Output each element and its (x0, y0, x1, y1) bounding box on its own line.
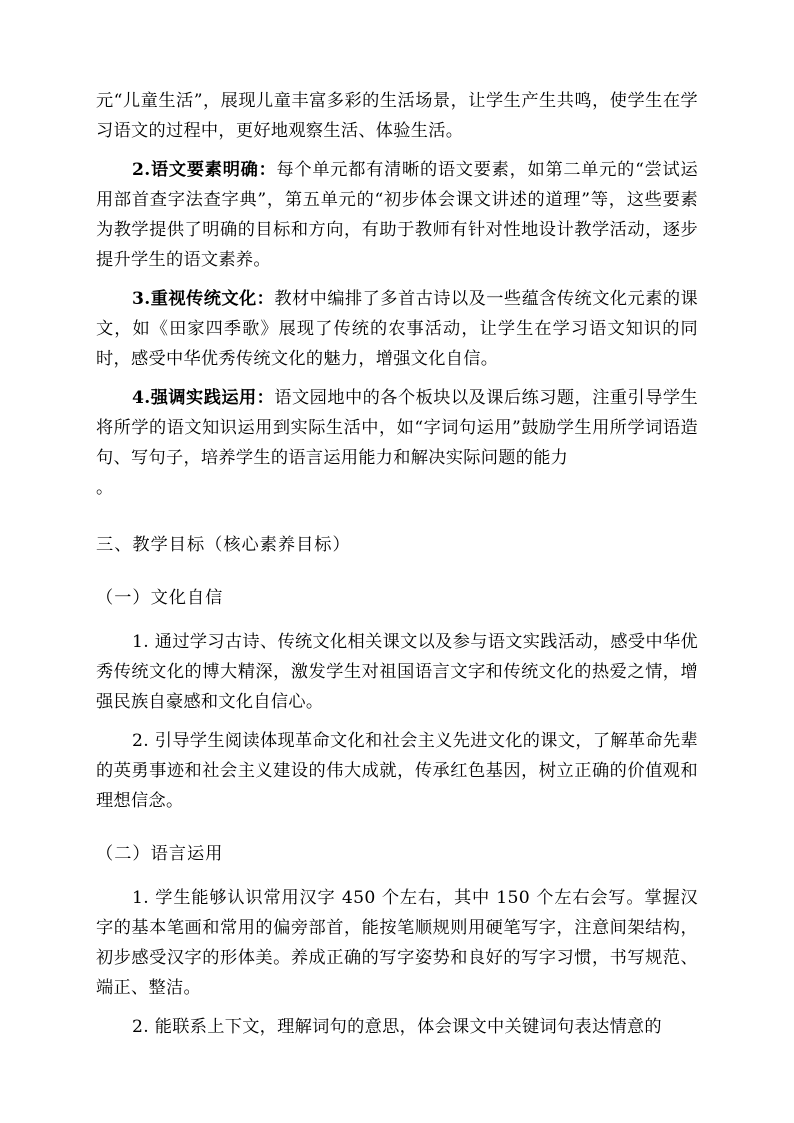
list-item: 1. 通过学习古诗、传统文化相关课文以及参与语文实践活动，感受中华优秀传统文化的博大精深，激发学生对祖国语言文字和传统文化的热爱之情，增强民族自豪感和文化自信心。 (96, 632, 698, 712)
document-page (96, 86, 698, 1042)
subsection-title-cultural-confidence: （一）文化自信 (96, 588, 224, 608)
point-lead: 4.强调实践运用： (132, 388, 275, 408)
point-body: 语文园地中的各个板块以及课后练习题，注重引导学生将所学的语文知识运用到实际生活中，如“字词句运用”鼓励学生用所学词语造句、写句子，培养学生的语言运用能力和解决实际问题的能力 (96, 388, 698, 468)
section-title-teaching-goals: 三、教学目标（核心素养目标） (96, 535, 351, 555)
point-practical-use (96, 383, 698, 473)
list-item: 2. 引导学生阅读体现革命文化和社会主义先进文化的课文，了解革命先辈的英勇事迹和社会主义建设的伟大成就，传承红色基因，树立正确的价值观和理想信念。 (96, 731, 698, 811)
point-lead: 2.语文要素明确： (132, 160, 277, 180)
list-item: 2. 能联系上下文，理解词句的意思，体会课文中关键词句表达情意的 (132, 1017, 662, 1037)
subsection-title-language-use: （二）语言运用 (96, 844, 224, 864)
list-item: 1. 学生能够认识常用汉字 450 个左右，其中 150 个左右会写。掌握汉字的基本笔画和常用的偏旁部首，能按笔顺规则用硬笔写字，注意间架结构，初步感受汉字的形体美。养成正确的写字姿势和良好的写字习惯，书写规范、端正、整洁。 (96, 888, 698, 998)
point-body: 每个单元都有清晰的语文要素，如第二单元的“尝试运用部首查字法查字典”，第五单元的“初步体会课文讲述的道理”等，这些要素为教学提供了明确的目标和方向，有助于教师有针对性地设计教学活动，逐步提升学生的语文素养。 (96, 160, 698, 270)
point-tail-punctuation: 。 (96, 478, 114, 498)
point-language-elements (96, 155, 698, 275)
point-lead: 3.重视传统文化： (132, 289, 275, 309)
point-traditional-culture (96, 284, 698, 374)
paragraph-intro-tail: 元“儿童生活”，展现儿童丰富多彩的生活场景，让学生产生共鸣，使学生在学习语文的过程中，更好地观察生活、体验生活。 (96, 91, 698, 141)
point-body: 教材中编排了多首古诗以及一些蕴含传统文化元素的课文，如《田家四季歌》展现了传统的农事活动，让学生在学习语文知识的同时，感受中华优秀传统文化的魅力，增强文化自信。 (96, 289, 698, 369)
